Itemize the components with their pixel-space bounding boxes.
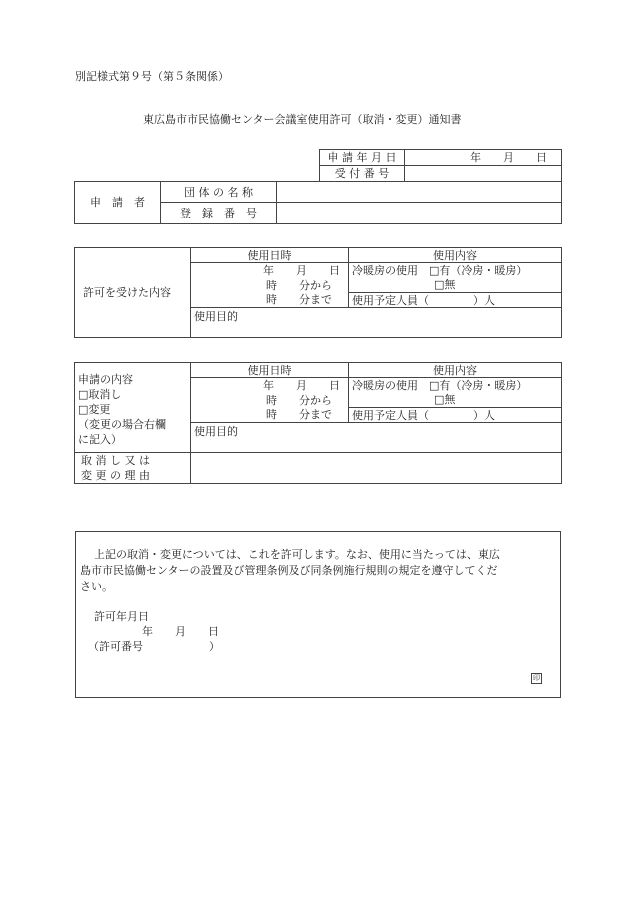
form-number: 別記様式第９号（第５条関係） — [75, 70, 229, 83]
permitted-purpose-label: 使用目的 — [191, 308, 562, 324]
application-date-field[interactable]: 年 月 日 — [405, 150, 562, 166]
permit-date-field[interactable]: 年 月 日 — [142, 625, 219, 638]
aircon-label: 冷暖房の使用 — [352, 263, 418, 277]
reason-field[interactable] — [191, 452, 562, 483]
aircon-yes-checkbox[interactable]: □有（冷房・暖房） — [429, 378, 528, 392]
request-from-time[interactable]: 時 分から — [191, 393, 349, 408]
request-section-label — [75, 363, 191, 453]
seal-mark: 印 — [533, 674, 540, 682]
aircon-yes-checkbox[interactable]: □有（冷房・暖房） — [429, 263, 528, 277]
aircon-no-checkbox[interactable]: □無 — [349, 278, 562, 293]
aircon-label: 冷暖房の使用 — [352, 378, 418, 392]
change-checkbox[interactable]: □変更 — [78, 403, 111, 416]
permitted-to-time[interactable]: 時 分まで — [191, 293, 349, 308]
application-date-label: 申 請 年 月 日 — [320, 150, 405, 166]
receipt-number-label: 受 付 番 号 — [320, 166, 405, 182]
cancel-checkbox[interactable]: □取消し — [78, 388, 122, 401]
permitted-aircon-row[interactable] — [349, 263, 562, 278]
group-name-field[interactable] — [277, 182, 562, 203]
registration-number-label: 登 録 番 号 — [161, 203, 277, 224]
request-datetime-header: 使用日時 — [191, 363, 349, 378]
request-date[interactable]: 年 月 日 — [191, 378, 349, 393]
permitted-purpose-field[interactable] — [191, 323, 562, 337]
group-name-label: 団 体 の 名 称 — [161, 182, 277, 203]
permitted-datetime-header: 使用日時 — [191, 248, 349, 263]
request-content-table — [74, 362, 562, 484]
request-to-time[interactable]: 時 分まで — [191, 408, 349, 423]
registration-number-field[interactable] — [277, 203, 562, 224]
permit-number[interactable]: （許可番号 ） — [88, 640, 220, 653]
reason-label-line2: 変 更 の 理 由 — [81, 468, 150, 482]
change-note-line1: （変更の場合右欄 — [78, 418, 166, 431]
permitted-date[interactable]: 年 月 日 — [191, 263, 349, 278]
permitted-content-header: 使用内容 — [349, 248, 562, 263]
aircon-no-checkbox[interactable]: □無 — [349, 393, 562, 408]
permitted-content-table — [74, 247, 562, 338]
applicant-label: 申 請 者 — [75, 182, 161, 224]
request-people[interactable]: 使用予定人員（ ）人 — [349, 408, 562, 423]
request-content-header: 使用内容 — [349, 363, 562, 378]
permitted-section-label: 許可を受けた内容 — [75, 248, 191, 338]
receipt-number-field[interactable] — [405, 166, 562, 182]
permitted-from-time[interactable]: 時 分から — [191, 278, 349, 293]
notice-text-line2: 島市市民協働センターの設置及び管理条例及び同条例施行規則の規定を遵守してくだ — [80, 564, 498, 577]
permit-date-label: 許可年月日 — [94, 610, 149, 623]
request-content-label: 申請の内容 — [78, 373, 133, 386]
application-header-table — [74, 149, 562, 224]
page-title: 東広島市市民協働センター会議室使用許可（取消・変更）通知書 — [143, 113, 462, 126]
request-purpose-label: 使用目的 — [191, 423, 562, 439]
permitted-people[interactable]: 使用予定人員（ ）人 — [349, 293, 562, 308]
notice-text-line1: 上記の取消・変更については、これを許可します。なお、使用に当たっては、東広 — [94, 548, 500, 561]
reason-label — [75, 452, 191, 483]
reason-label-line1: 取 消 し 又 は — [81, 453, 150, 467]
request-aircon-row[interactable] — [349, 378, 562, 393]
seal-icon — [531, 670, 542, 684]
request-purpose-field[interactable] — [191, 438, 562, 452]
notice-text-line3: さい。 — [80, 580, 113, 593]
change-note-line2: に記入） — [78, 433, 122, 446]
